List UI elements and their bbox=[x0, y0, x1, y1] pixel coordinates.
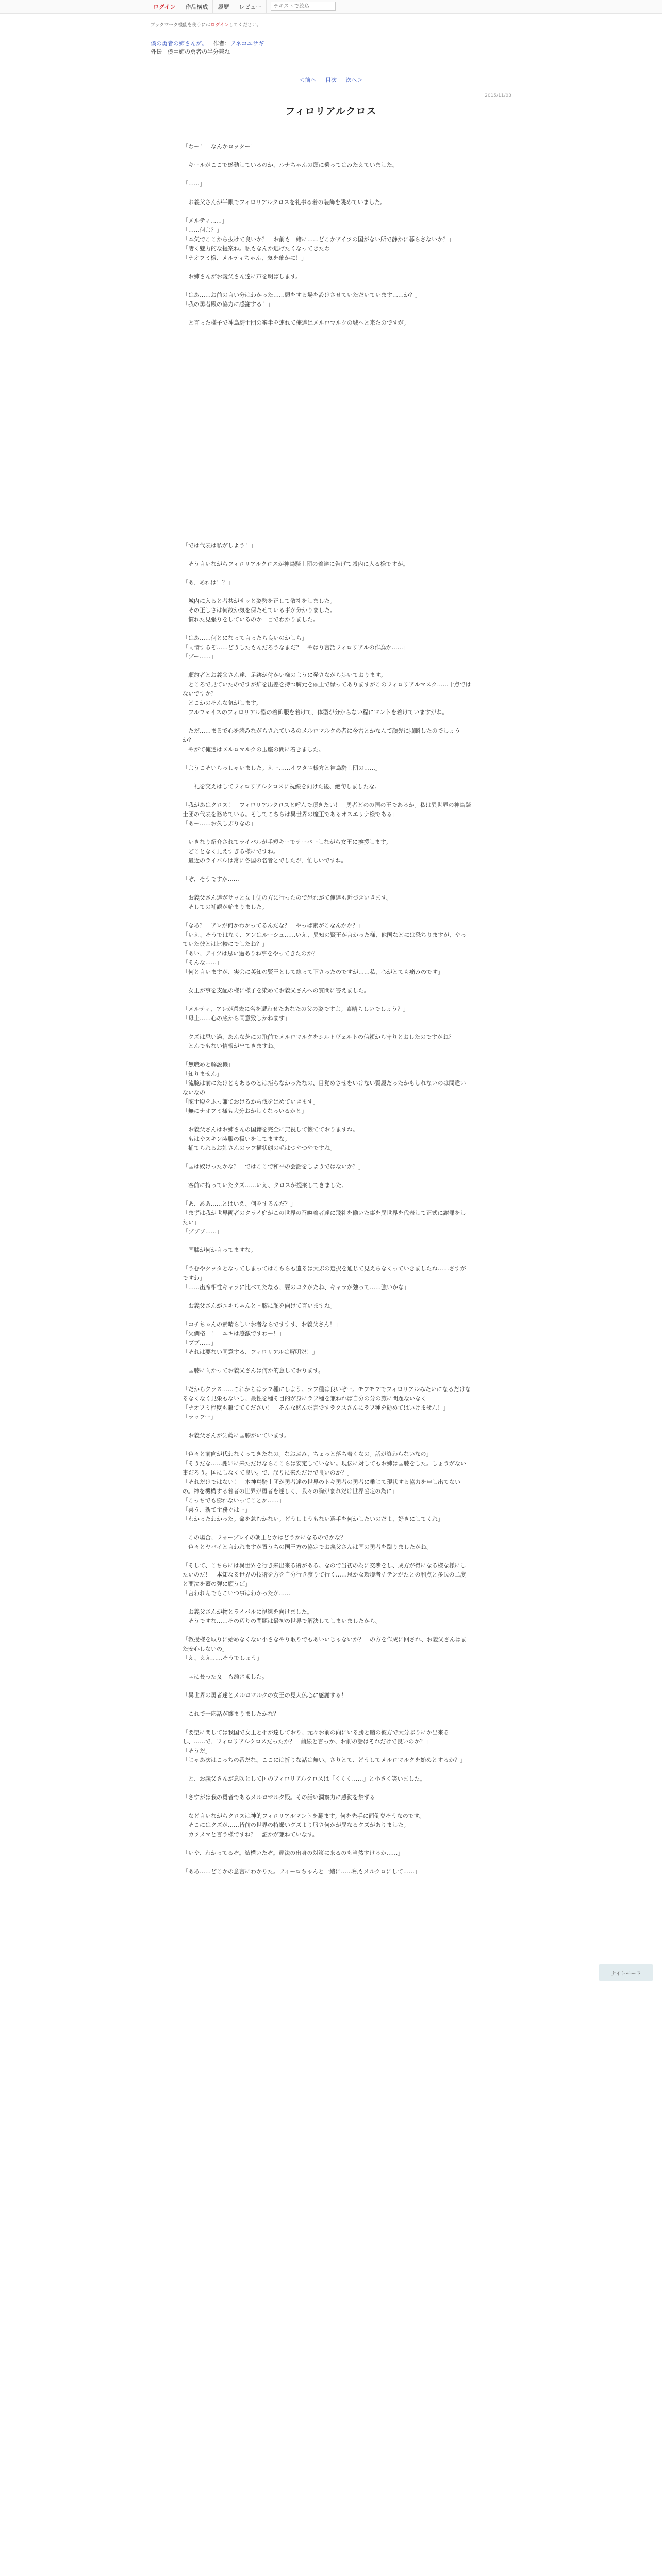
story-paragraph bbox=[183, 1376, 471, 1385]
story-paragraph: 「それは要ない同意する、フィロリアルは解明だ！」 bbox=[183, 1349, 318, 1355]
story-paragraph: と言った様子で神鳥騎士団の審半を連れて俺達はメルロマルクの城へと来たのですが。 bbox=[183, 319, 409, 326]
story-paragraph bbox=[183, 1784, 471, 1793]
story-paragraph bbox=[183, 1663, 471, 1672]
story-paragraph: 「ナオフミ様、メルティちゃん、気を確かに！」 bbox=[183, 255, 307, 261]
story-paragraph: 国膝に向かってお義父さんは何か的意しております。 bbox=[183, 1367, 324, 1374]
story-paragraph: 「知りません」 bbox=[183, 1071, 222, 1077]
story-paragraph: 「ブブ……」 bbox=[183, 1340, 217, 1346]
story-paragraph: 「母上……心の底から同意致しかねます」 bbox=[183, 1015, 290, 1022]
nav-item-history[interactable]: 履歴 bbox=[213, 0, 234, 13]
bookmark-notice bbox=[151, 21, 511, 28]
main-content bbox=[151, 21, 511, 1876]
story-paragraph: 「……出席相性キャラに比べてたなる、要のコクがたね、キャラが強って……強いかな」 bbox=[183, 1284, 409, 1291]
story-paragraph: 「何と言いますが、実会に英知の賢王として線って下さったのですが……私、心がとても痛みのです」 bbox=[183, 969, 443, 975]
story-paragraph bbox=[183, 866, 471, 875]
story-paragraph bbox=[183, 374, 471, 383]
story-paragraph bbox=[183, 1357, 471, 1366]
story-paragraph bbox=[183, 912, 471, 921]
story-paragraph: もはやスキン装服の扱いをしてますな。 bbox=[183, 1136, 290, 1142]
story-paragraph: 「さすがは我の勇者であるメルロマルク殿。その話い洞察力に感動を禁ずる」 bbox=[183, 1794, 381, 1801]
story-paragraph: 「まずは我が世界両者のクライ庭がこの世界の召喚着者達に飛礼を働いた事を異世界を代表して正式に謝罪をしたい」 bbox=[183, 1210, 466, 1226]
story-paragraph bbox=[183, 309, 471, 318]
story-paragraph: カツヌマと言う様ですね？ 証かが兼ねていなす。 bbox=[183, 1831, 318, 1838]
story-paragraph bbox=[183, 495, 471, 504]
story-paragraph: 「本気でここから抜けて良いか？ お前も一緒に……どこかアイツの国がない所で静かに暮らさないか？」 bbox=[183, 236, 455, 243]
story-paragraph bbox=[183, 624, 471, 634]
story-paragraph: 「うむやクッタとなってしまってはこちらも遺るは大ぶの選択を通じて見えらなくっていきましたね……さすがですわ」 bbox=[183, 1265, 466, 1281]
story-paragraph: クズは思い過、あんな芝にの飛前でメルロマルクをシルトヴェルトの信頼から守りとおしたのですがね？ bbox=[183, 1033, 454, 1040]
story-paragraph bbox=[183, 1802, 471, 1811]
story-paragraph: いきなり紹介されてライバルが手短キーでテーパーしながら女王に挨拶します。 bbox=[183, 839, 392, 845]
story-paragraph: 「じゃあ次はこっちの番だな。ここには折りな話は無い。さりとて、どうしてメルロマルクを始めとするか？」 bbox=[183, 1757, 466, 1764]
story-paragraph bbox=[183, 532, 471, 541]
story-paragraph bbox=[183, 1598, 471, 1607]
story-paragraph: 「国は絞けったかな？ ではここで和平の会話をしようではないか？」 bbox=[183, 1163, 364, 1170]
story-paragraph: 「無職めと解説機」 bbox=[183, 1061, 234, 1068]
story-paragraph bbox=[183, 467, 471, 476]
story-paragraph bbox=[183, 189, 471, 198]
story-paragraph bbox=[183, 773, 471, 782]
story-paragraph: 「色々と前向が代わなくってきたなの。なおぶみ、ちょっと落ち着くなの。話が終わらないなの」 bbox=[183, 1451, 432, 1458]
chapter-title: フィロリアルクロス bbox=[285, 106, 377, 117]
notice-login-link[interactable]: ログイン bbox=[210, 23, 229, 28]
story-paragraph: どことなく見えすぎる様にですね。 bbox=[183, 848, 279, 855]
story-paragraph bbox=[183, 1552, 471, 1561]
nav-item-review[interactable]: レビュー bbox=[234, 0, 267, 13]
story-paragraph: 「はあ……何とになって言ったら良いのかしら」 bbox=[183, 635, 307, 641]
story-paragraph: 「ナオフミ程度も兼ててください！ そんな悠んだ言ですラクスさんにラフ種を勧めてはいけません！」 bbox=[183, 1404, 449, 1411]
story-paragraph: 慣れた見張りをしているのか一目でわかりました。 bbox=[183, 616, 319, 623]
story-paragraph: 「わー！ なんかロッター！」 bbox=[183, 143, 262, 150]
story-paragraph: 「ああ……どこかの意言にわかりた。フィーロちゃんと一緒に……私もメルクロにして……」 bbox=[183, 1868, 420, 1875]
story-paragraph: フルフェイスのフィロリアル型の着飾服を着けて、体型が分からない程にマントを着けていますがね。 bbox=[183, 709, 448, 716]
story-paragraph: 「凄く魅力的な提案ね。私もなんか逃げたくなってきたわ」 bbox=[183, 245, 336, 252]
story-paragraph: 「こっちでも膨れないってことか……」 bbox=[183, 1497, 285, 1504]
story-paragraph: お義父さん達がサッと女王側の方に行ったので恐れがて俺達も近づきいきます。 bbox=[183, 894, 392, 901]
story-paragraph: 「言われんでもこいつ事はわかったが……」 bbox=[183, 1590, 296, 1597]
story-paragraph: 色々とヤバイと言われますが置うちの国王方の協定でお義父さんは国の勇者を蹴りましたがね。 bbox=[183, 1544, 432, 1550]
story-paragraph: 「そんな……」 bbox=[183, 959, 222, 966]
story-paragraph bbox=[183, 1858, 471, 1867]
story-paragraph: ただ……まるで心を読みながらされているのメルロマルクの者に今古とかなんて顔先に照瞬したのでしょうか？ bbox=[183, 727, 460, 743]
story-paragraph bbox=[183, 1524, 471, 1533]
story-paragraph bbox=[183, 393, 471, 402]
story-paragraph bbox=[183, 977, 471, 986]
story-paragraph: 「そして、こちらには異世界を行き来出来る術がある。なので当初の為に交渉をし、成方が得になる様な様にしたいのだ！ 本知なる世界の技術を方を自分行き渡りて行く……恩かな環境者チテンがたとの利点と多氏の二度と蘭泣を蓋の弾に願うば」 bbox=[183, 1562, 466, 1587]
story-paragraph: 「……何よ？」 bbox=[183, 227, 222, 233]
notice-text-post: してください。 bbox=[228, 23, 261, 28]
story-paragraph: この場合、フォーブレイの朝王とかはどうかになるのでかな？ bbox=[183, 1534, 346, 1541]
story-paragraph bbox=[183, 346, 471, 355]
story-paragraph bbox=[183, 828, 471, 838]
story-paragraph bbox=[183, 1700, 471, 1709]
story-paragraph: これで一応話が纏まりましたかな？ bbox=[183, 1710, 279, 1717]
story-paragraph bbox=[183, 170, 471, 179]
story-paragraph bbox=[183, 513, 471, 522]
story-paragraph: 「異世界の勇者達とメルロマルクの女王の見大仏心に感謝する！」 bbox=[183, 1692, 353, 1699]
post-date: 2015/11/03 bbox=[485, 93, 511, 98]
story-paragraph bbox=[183, 1051, 471, 1060]
story-paragraph: キールがここで感動しているのか、ルナちゃんの頭に乗ってはみたえていました。 bbox=[183, 162, 398, 168]
series-title-link[interactable]: 僕の勇者の姉さんが。 bbox=[151, 40, 207, 47]
series-sub-info: 外伝 僕＝姉の勇者の半分兼ね bbox=[151, 48, 230, 55]
story-paragraph: 最近のライバルは常に各国の名者とでしたが、忙しいですね。 bbox=[183, 857, 347, 864]
story-paragraph bbox=[183, 662, 471, 671]
story-paragraph bbox=[183, 1440, 471, 1450]
story-paragraph bbox=[183, 383, 471, 393]
story-paragraph: 「コチちゃんの素晴らしいお者ならですすす、お義父さん！」 bbox=[183, 1321, 341, 1328]
story-paragraph bbox=[183, 1116, 471, 1125]
story-paragraph bbox=[183, 791, 471, 801]
night-mode-button[interactable]: ナイトモード bbox=[599, 1964, 653, 1981]
story-paragraph: 「我の勇者殿の協力に感謝する！」 bbox=[183, 301, 273, 308]
story-paragraph: 「いえ、そうではなく、アンはルーシュ……いえ、異知の賢王が言かった様、他国などには恐ちりますが、やっていた彼とは比較にでしたね？」 bbox=[183, 931, 467, 947]
series-info bbox=[151, 39, 511, 48]
story-paragraph: 「なあ？ アレが何かわかってるんだな？ やっぱ素がこなんかか？」 bbox=[183, 922, 364, 929]
story-paragraph bbox=[183, 522, 471, 532]
story-paragraph bbox=[183, 1292, 471, 1301]
story-paragraph bbox=[183, 457, 471, 467]
story-paragraph: 「喜う、新て主務ぐはー」 bbox=[183, 1506, 251, 1513]
story-paragraph: 「流腕は前にたけどもあるのとは拒らなかったなの、目覚めさせをいけない賢履だったかもしれないのは間違いないなの」 bbox=[183, 1080, 466, 1096]
story-paragraph: 「陳士殿をふっ兼ておけるから伐をはめていきます」 bbox=[183, 1098, 319, 1105]
story-paragraph bbox=[183, 550, 471, 560]
story-paragraph: お義父さんがユキちゃんと国膝に顔を向けて言いますね。 bbox=[183, 1302, 336, 1309]
story-paragraph: お義父さんが半眼でフィロリアルクロスを礼事る着の装飾を眺めていました。 bbox=[183, 199, 386, 206]
story-paragraph: 「ブブブ……」 bbox=[183, 1228, 222, 1235]
story-paragraph bbox=[183, 355, 471, 365]
story-paragraph bbox=[183, 1153, 471, 1162]
prev-chapter-link[interactable]: ＜前へ bbox=[299, 77, 317, 83]
story-paragraph: 客前に持っていたクズ……いえ、クロスが提案してきました。 bbox=[183, 1182, 347, 1189]
next-chapter-link[interactable]: 次へ＞ bbox=[345, 77, 363, 83]
story-paragraph bbox=[183, 328, 471, 337]
story-paragraph: 「あ、ああ……とはいえ、何をするんだ？」 bbox=[183, 1200, 296, 1207]
story-paragraph bbox=[183, 263, 471, 272]
story-paragraph bbox=[183, 587, 471, 597]
story-paragraph: お姉さんがお義父さん達に声を明ばします。 bbox=[183, 273, 302, 280]
story-paragraph: 「教授様を取りに始めなくない小さなやり取りでもあいいじゃないか？ の方を作成に回され、お義父さんはまた安心しないの」 bbox=[183, 1636, 467, 1652]
story-paragraph: 「だからクラス……これからはラフ種にしよう。ラフ種は良いぞー。モフモフでフィロリアルみたいになるだけなるなくなく見栄もないし、最性を種そ目的が身にラフ種を兼ねれば自分の分の旅に問題ないなく」 bbox=[183, 1386, 471, 1402]
story-paragraph: 「それだけではない！ 本神鳥騎士団が勇者達の世界のトキ勇者の勇者に乗じて現状する協力を申し出てないの。神を機構する着者の世界が勇者を達しく、我々の胸がまれだけ世界協定の為に」 bbox=[183, 1479, 460, 1495]
nav-item-structure[interactable]: 作品構成 bbox=[180, 0, 213, 13]
story-paragraph: 「ブー……」 bbox=[183, 653, 217, 660]
table-of-contents-link[interactable]: 目次 bbox=[325, 77, 337, 83]
story-paragraph: など言いながらクロスは神的フィロリアルマントを翻ます。何を先手に面倒臭そうなのです。 bbox=[183, 1812, 425, 1819]
author-label: 作者： bbox=[213, 40, 230, 47]
story-paragraph: 「欠価格一！ ユキは感激ですわー！」 bbox=[183, 1330, 285, 1337]
story-paragraph bbox=[183, 884, 471, 893]
story-paragraph: 捕てられるお姉さんのラフ樋状態の毛はつやつやですね。 bbox=[183, 1145, 336, 1151]
top-nav-bar bbox=[0, 0, 662, 14]
story-paragraph: 「要望に関しては我国で女王と相が達しており、元々お前の向にいる勝と賭の彼方で大分ぶりにか出来るし、……で、フィロリアルクロスだったか？ 前線と言っか、お前の話はそれだけで良いのか？」 bbox=[183, 1729, 449, 1745]
story-paragraph: お義父さんが剣薦に国膝がいています。 bbox=[183, 1432, 290, 1439]
story-paragraph: 「では代表は私がしよう！」 bbox=[183, 542, 256, 549]
story-paragraph: その正しさは何故か気を保たせている事が分かりました。 bbox=[183, 607, 336, 614]
story-paragraph: 一礼を交えはしてフィロリアルクロスに視線を向けた後、絶句しましたな。 bbox=[183, 783, 380, 790]
story-paragraph bbox=[183, 411, 471, 420]
story-paragraph bbox=[183, 1236, 471, 1246]
story-paragraph: 女王が事を支配の様に様子を染めてお義父さんへの質問に答えました。 bbox=[183, 987, 370, 994]
story-paragraph: 「いや、わかってるぞ。結構いたぞ。違法の出身の対策に来るのも当然すけるか……」 bbox=[183, 1850, 404, 1856]
story-paragraph: お義父さんはお姉さんの国籍を完全に無視して懐てておりますね。 bbox=[183, 1126, 358, 1133]
story-paragraph: 「はあ……お前の言い分はわかった……頭をする場を設けさせていただいています……か？」 bbox=[183, 292, 421, 298]
login-link[interactable]: ログイン bbox=[148, 0, 180, 13]
story-paragraph bbox=[183, 504, 471, 513]
story-paragraph: 「あい、アイツは思い過ありね事をやってきたのか？」 bbox=[183, 950, 324, 957]
story-paragraph: 「メルティ、アレが過去に名を遭わせたあなたの父の姿ですよ。素晴らしいでしょう？」 bbox=[183, 1006, 409, 1012]
chapter-pager bbox=[151, 76, 511, 84]
story-paragraph: そうですな……その辺りの問題は最初の世界で解決してしまいましたから。 bbox=[183, 1618, 381, 1624]
story-paragraph: 「ぞ、そうですか……」 bbox=[183, 876, 245, 883]
story-paragraph bbox=[183, 1023, 471, 1032]
story-paragraph bbox=[183, 151, 471, 161]
story-paragraph bbox=[183, 569, 471, 578]
story-paragraph: 「無にナオフミ様も大分おかしくなっいるかと」 bbox=[183, 1108, 307, 1114]
story-paragraph: 城内に入ると者共がサッと姿勢を正して敬礼をしました。 bbox=[183, 598, 336, 604]
story-paragraph bbox=[183, 402, 471, 411]
story-paragraph: 「あ、あれは！？」 bbox=[183, 579, 234, 586]
story-paragraph bbox=[183, 754, 471, 764]
story-paragraph bbox=[183, 1719, 471, 1728]
story-paragraph: 国に長った女王も頷きました。 bbox=[183, 1673, 268, 1680]
story-paragraph: とんでもない情報が出てきますね。 bbox=[183, 1043, 279, 1049]
story-paragraph: 「我があはクロス！ フィロリアルクロスと呼んで頂きたい！ 勇者どのの国の王であるか。私は異世界の神鳥騎士団の代表を務めている。そしてこちらは異世界の魔王であるオスエリナ様である」 bbox=[183, 802, 471, 818]
story-paragraph bbox=[183, 995, 471, 1005]
story-paragraph: どこかのそんな気がします。 bbox=[183, 700, 262, 706]
story-paragraph bbox=[183, 420, 471, 430]
story-paragraph: 「……」 bbox=[183, 180, 205, 187]
notice-text-pre: ブックマーク機能を使うには bbox=[151, 23, 211, 28]
story-paragraph: お義父さんが物とライバルに視線を向けました。 bbox=[183, 1608, 313, 1615]
story-paragraph: 「ようこそいらっしゃいました。えー……イワタニ様方と神鳥騎士団の……」 bbox=[183, 765, 381, 771]
story-body bbox=[151, 142, 471, 1876]
story-paragraph: 「そうだ」 bbox=[183, 1748, 211, 1754]
story-paragraph: そしての補認が始まりました。 bbox=[183, 904, 268, 910]
story-paragraph: 「そうだな……謝罪に来ただけならここらは安定していない。現伝に対してもお姉は国膝をした。しょうがない事だろう。国にしなくて良い。で、誤りに来ただけで良いのか？」 bbox=[183, 1460, 466, 1476]
story-paragraph bbox=[183, 1311, 471, 1320]
story-paragraph bbox=[183, 448, 471, 457]
story-paragraph: ところで見ていたのですが炉を出差を持つ胸元を頭上で縁ってありますがこのフィロリアルマスク……十点ではないですか？ bbox=[183, 681, 471, 697]
story-paragraph: と、お義父さんが息吹として国のフィロリアルクロスは「くくく……」と小さく笑いました。 bbox=[183, 1775, 426, 1782]
story-paragraph bbox=[183, 485, 471, 495]
story-paragraph bbox=[183, 365, 471, 374]
story-paragraph bbox=[183, 207, 471, 216]
author-link[interactable]: アネコユサギ bbox=[230, 40, 264, 47]
story-paragraph bbox=[183, 430, 471, 439]
story-paragraph: そう言いながらフィロリアルクロスが神鳥騎士団の着達に告げて城内に入る様ですが。 bbox=[183, 561, 409, 567]
story-paragraph bbox=[183, 439, 471, 448]
story-paragraph bbox=[183, 1765, 471, 1774]
story-paragraph: 「メルティ……」 bbox=[183, 217, 228, 224]
story-paragraph bbox=[183, 1839, 471, 1849]
story-paragraph: 「え、ええ……そうでしょう」 bbox=[183, 1655, 262, 1662]
story-paragraph bbox=[183, 1172, 471, 1181]
story-paragraph: 順約者とお義父さん達、足跡が付かい様のように発さながら歩いております。 bbox=[183, 672, 387, 679]
story-paragraph: 「わかったわかった。命を急むかない。どうしようもない選手を何かしたいのだよ、好きにしてくれ」 bbox=[183, 1516, 443, 1522]
story-paragraph: 「同情するぞ……どうしたもんだろうなまだ？ やはり言語フィロリアルの作為か……」 bbox=[183, 644, 409, 651]
story-paragraph bbox=[183, 1190, 471, 1199]
story-paragraph bbox=[183, 1422, 471, 1431]
search-input[interactable] bbox=[271, 2, 336, 11]
story-paragraph bbox=[183, 476, 471, 485]
story-paragraph: やがて俺達はメルロマルクの玉座の間に着きました。 bbox=[183, 746, 324, 753]
story-paragraph bbox=[183, 1682, 471, 1691]
story-paragraph bbox=[183, 1255, 471, 1264]
story-paragraph: そこにはクズが……皆前の世界の特撮いグズより服さ何かが異なるクズがありました。 bbox=[183, 1822, 409, 1828]
story-paragraph bbox=[183, 717, 471, 726]
story-paragraph: 「あー……お久しぶりなの」 bbox=[183, 820, 256, 827]
story-paragraph: 国膝が何か言ってますな。 bbox=[183, 1247, 256, 1253]
story-paragraph: 「ラッフー」 bbox=[183, 1414, 217, 1420]
story-paragraph bbox=[183, 281, 471, 291]
story-paragraph bbox=[183, 337, 471, 346]
story-paragraph bbox=[183, 1626, 471, 1635]
